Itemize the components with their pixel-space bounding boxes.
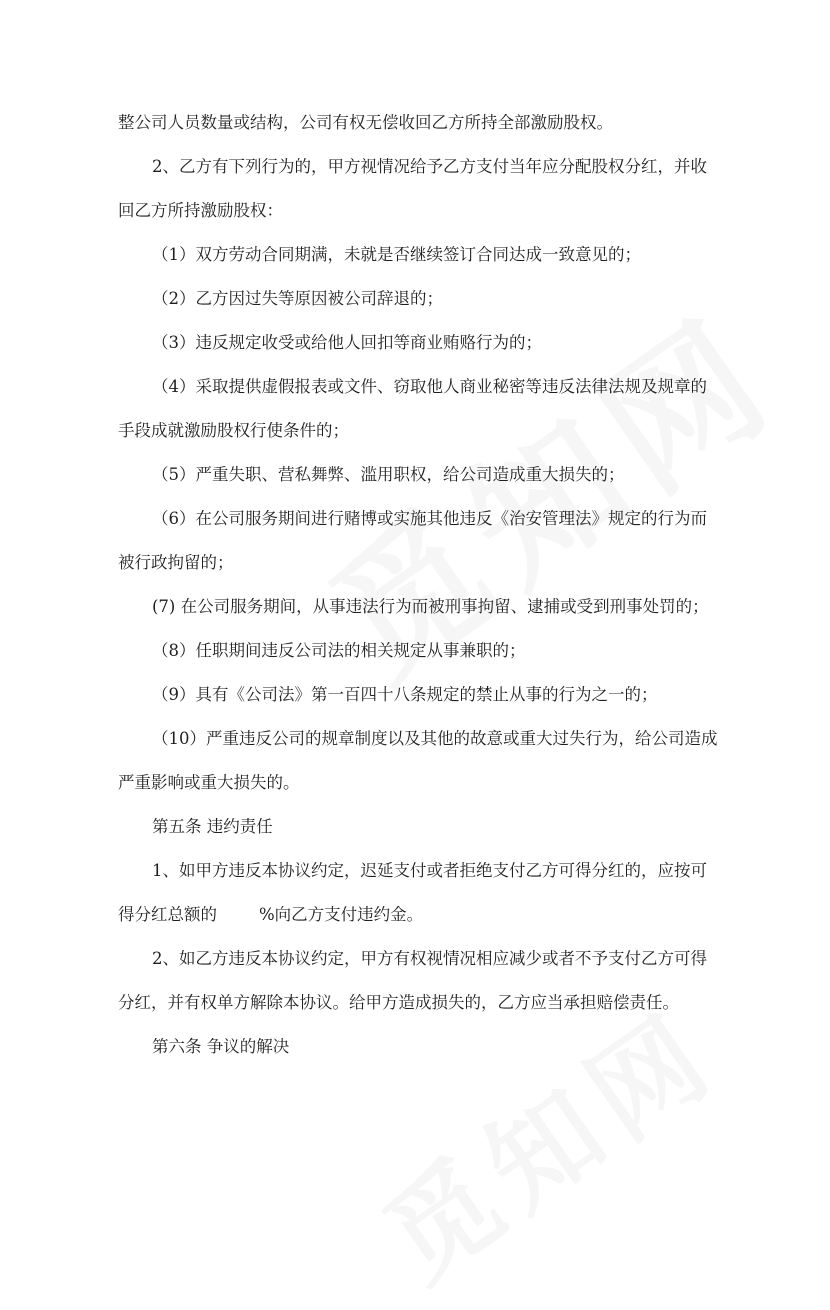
paragraph-line: 整公司人员数量或结构，公司有权无偿收回乙方所持全部激励股权。 [118,113,613,132]
list-item: （6）在公司服务期间进行赌博或实施其他违反《治安管理法》规定的行为而 [152,509,707,528]
text-fragment: 得分红总额的 [118,905,217,924]
paragraph-line: 2、如乙方违反本协议约定，甲方有权视情况相应减少或者不予支付乙方可得 [152,949,707,968]
list-item: （4）采取提供虚假报表或文件、窃取他人商业秘密等违反法律法规及规章的 [152,377,707,396]
paragraph-line: 手段成就激励股权行使条件的； [118,421,349,440]
list-item: （5）严重失职、营私舞弊、滥用职权，给公司造成重大损失的； [152,465,625,484]
list-item: （1）双方劳动合同期满，未就是否继续签订合同达成一致意见的； [152,245,641,264]
paragraph-line: 被行政拘留的； [118,553,234,572]
list-item: （10）严重违反公司的规章制度以及其他的故意或重大过失行为，给公司造成 [152,729,718,748]
list-item: （2）乙方因过失等原因被公司辞退的； [152,289,443,308]
list-item: （8）任职期间违反公司法的相关规定从事兼职的； [152,641,526,660]
paragraph-line: 分红，并有权单方解除本协议。给甲方造成损失的，乙方应当承担赔偿责任。 [118,993,679,1012]
paragraph-line: 2、乙方有下列行为的，甲方视情况给予乙方支付当年应分配股权分红，并收 [152,157,707,176]
text-fragment: %向乙方支付违约金。 [259,905,424,924]
list-item: (7) 在公司服务期间，从事违法行为而被刑事拘留、逮捕或受到刑事处罚的； [152,597,709,616]
section-heading: 第六条 争议的解决 [152,1037,290,1056]
paragraph-line: 回乙方所持激励股权： [118,201,283,220]
list-item: （9）具有《公司法》第一百四十八条规定的禁止从事的行为之一的； [152,685,658,704]
paragraph-line: 严重影响或重大损失的。 [118,773,300,792]
list-item: （3）违反规定收受或给他人回扣等商业贿赂行为的； [152,333,542,352]
paragraph-line: 1、如甲方违反本协议约定，迟延支付或者拒绝支付乙方可得分红的，应按可 [152,861,707,880]
section-heading: 第五条 违约责任 [152,817,273,836]
paragraph-line [118,903,423,927]
